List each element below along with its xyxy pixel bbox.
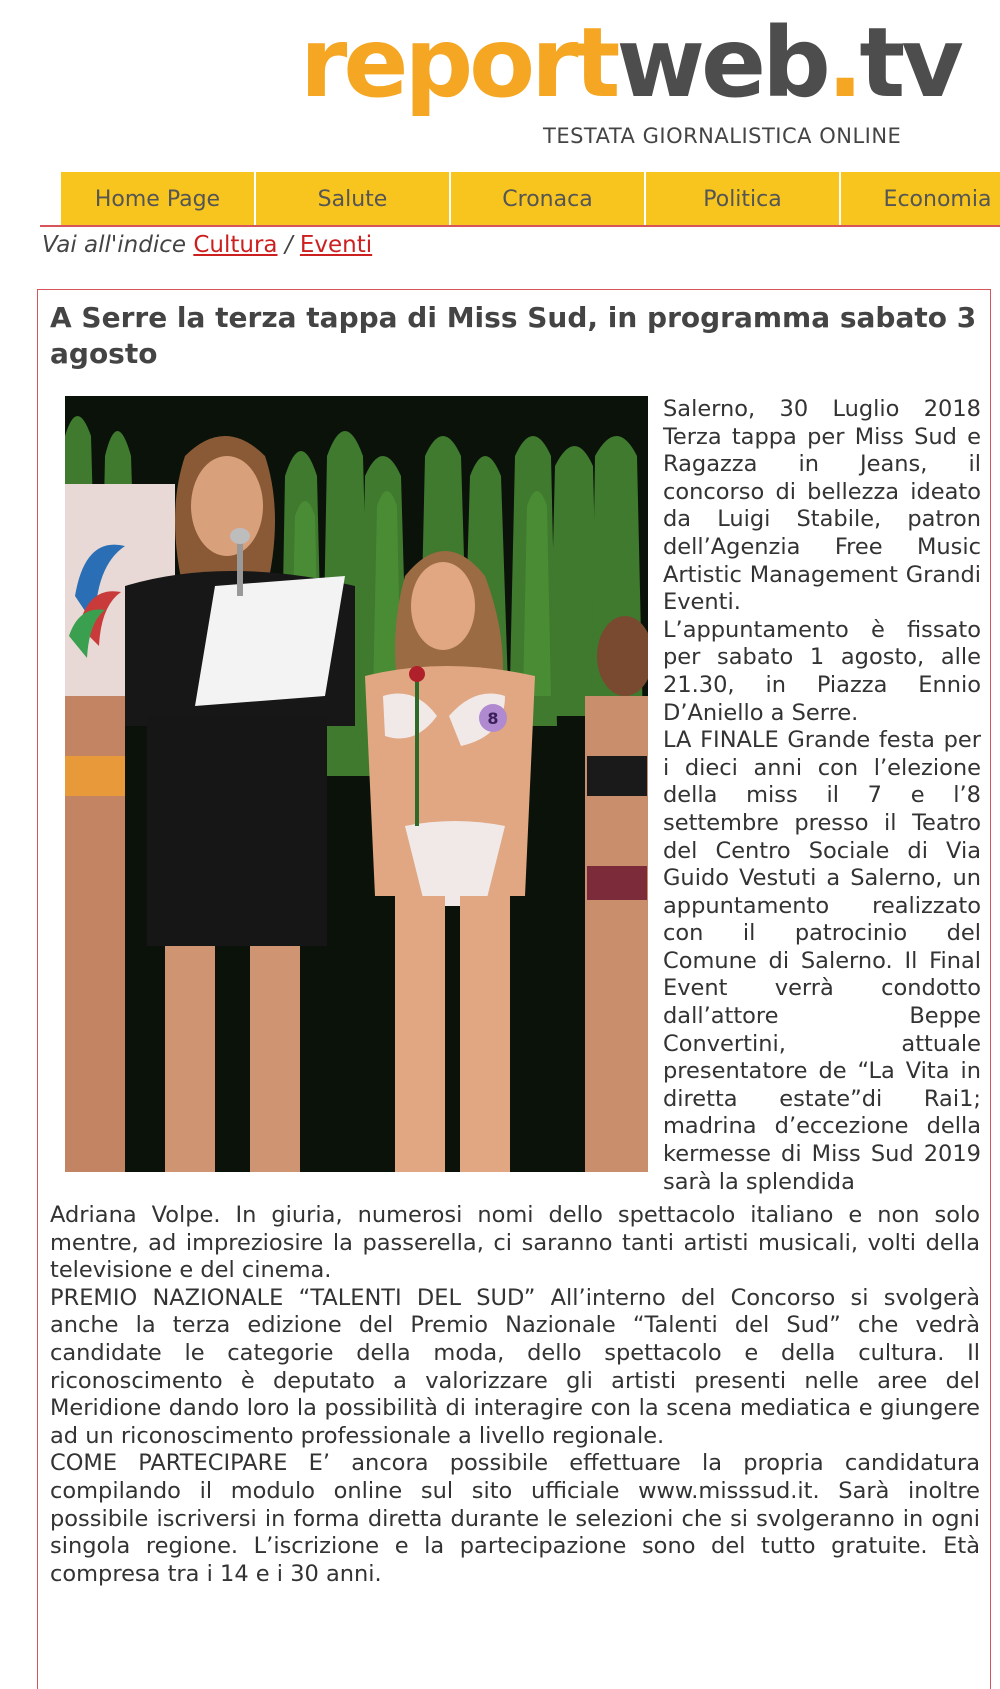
site-logo[interactable] [300,8,990,118]
logo-part-report: report [300,7,617,119]
photo-illustration [65,396,648,1172]
nav-item-home[interactable]: Home Page [61,172,254,226]
nav-item-politica[interactable]: Politica [646,172,839,226]
article-paragraph: Salerno, 30 Luglio 2018 Terza tappa per Miss Sud e Ragazza in Jeans, il concorso di bellezza ideato da Luigi Stabile, patron dell’Agenzia Free Music Artistic Management Grandi Eventi. [663,396,981,616]
article-body-bottom [50,1202,980,1588]
breadcrumb-prefix: Vai all'indice [42,232,187,258]
contestant-number-badge: 8 [487,709,499,728]
article-paragraph: LA FINALE Grande festa per i dieci anni con l’elezione della miss il 7 e l’8 settembre presso il Teatro del Centro Sociale di Via Guido Vestuti a Salerno, un appuntamento realizzato con il patrocinio del Comune di Salerno. Il Final Event verrà condotto dall’attore Beppe Convertini, attuale presentatore de “La Vita in diretta estate”di Rai1; madrina d’eccezione della kermesse di Miss Sud 2019 sarà la splendida [663,727,981,1195]
logo-part-dot: . [826,7,860,119]
article-body-side [663,396,981,1196]
breadcrumb [42,232,372,258]
article-paragraph: Adriana Volpe. In giuria, numerosi nomi dello spettacolo italiano e non solo mentre, ad impreziosire la passerella, ci saranno tanti artisti musicali, volti della televisione e del cinema. [50,1202,980,1284]
article-title: A Serre la terza tappa di Miss Sud, in programma sabato 3 agosto [50,301,977,370]
breadcrumb-link-cultura[interactable]: Cultura [193,232,278,258]
article-container [37,289,991,1689]
article-paragraph: COME PARTECIPARE E’ ancora possibile effettuare la propria candidatura compilando il modulo online sul sito ufficiale www.misssud.it. Sarà inoltre possibile iscriversi in forma diretta durante le selezioni che si svolgeranno in ogni singola regione. L’iscrizione e la partecipazione sono del tutto gratuite. Età compresa tra i 14 e i 30 anni. [50,1450,980,1587]
breadcrumb-link-eventi[interactable]: Eventi [299,232,373,258]
main-nav [61,172,1000,226]
logo-part-web: web [616,7,827,119]
article-paragraph: L’appuntamento è fissato per sabato 1 agosto, alle 21.30, in Piazza Ennio D’Aniello a Serre. [663,616,981,726]
breadcrumb-separator: / [284,232,293,258]
nav-item-salute[interactable]: Salute [256,172,449,226]
site-tagline: TESTATA GIORNALISTICA ONLINE [543,124,902,148]
nav-divider [40,225,1000,227]
nav-item-cronaca[interactable]: Cronaca [451,172,644,226]
article-photo [65,396,648,1172]
article-paragraph: PREMIO NAZIONALE “TALENTI DEL SUD” All’interno del Concorso si svolgerà anche la terza edizione del Premio Nazionale “Talenti del Sud” che vedrà candidate le categorie della moda, dello spettacolo e della cultura. Il riconoscimento è deputato a valorizzare gli artisti presenti nelle aree del Meridione dando loro la possibilità di interagire con la scena mediatica e giungere ad un riconoscimento professionale a livello regionale. [50,1284,980,1449]
nav-item-economia[interactable]: Economia [841,172,1000,226]
logo-part-tv: tv [859,7,960,119]
